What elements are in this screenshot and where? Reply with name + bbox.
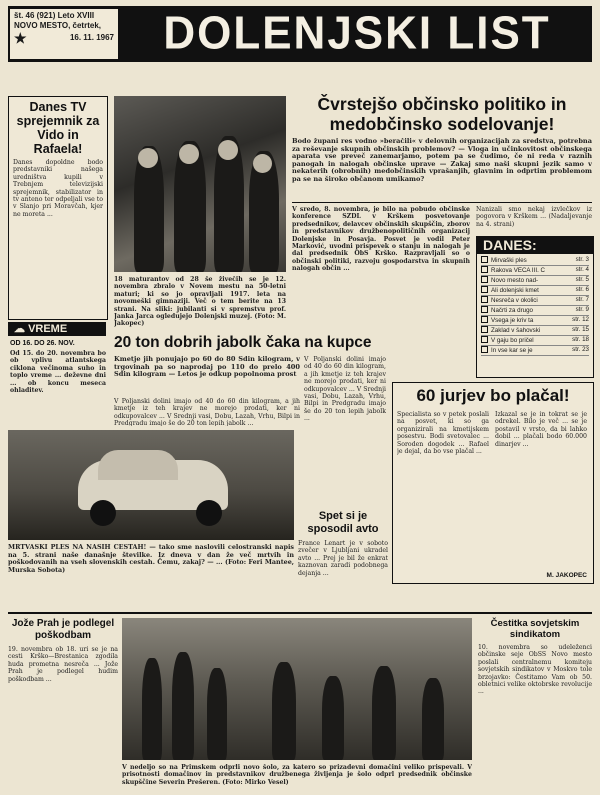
contents-item-page: str. 5 [575,276,589,283]
contents-item-page: str. 12 [572,316,589,323]
rafael-author: M. JAKOPEC [546,572,587,579]
apples-deck: Kmetje jih ponujajo po 60 do 80 Sdin kilogram, v trgovinah pa so naprodaj po 110 do prelo 400 Sdin kilogram — Letos je odkup popolnoma prost [114,356,300,379]
star-icon: ★ [14,30,27,46]
contents-item-page: str. 18 [572,336,589,343]
contents-item-page: str. 15 [572,326,589,333]
contents-list [477,254,593,358]
contents-item [481,266,589,276]
union-body: 10. novembra so udeleženci občinske seje ObSS Novo mesto poslali centralnemu komiteju sovjetskih sindikatov v Moskvo tole brzojavko: Čestitamo Vam ob 50. obletnici velike oktobrske revolucije ... [478,644,592,696]
checkbox-icon [481,336,488,343]
contents-item-text: Vsega je kriv ta [491,317,534,324]
car-theft-headline: Spet si je sposodil avto [307,510,379,535]
weather-body: Od 15. do 20. novembra bo ob vplivu atlantskega ciklona večinoma suho in toplo vreme ... deževne dni ... ob koncu meseca ohladitev. [10,350,106,395]
contents-item-page: str. 6 [575,286,589,293]
lead-headline: Čvrstejšo občinsko politiko in medobčinsko sodelovanje! [317,94,567,134]
contents-item-text: Novo mesto nad- [491,277,539,284]
maturants-caption: 18 maturantov od 28 še živečih se je 12. novembra zbralo v Novem mestu na 50-letni maturi; ki so jo opravljali 1917. leta na novomeški gimnaziji. Več o tem berite na 13 strani. Na sliki: jubilanti si v spremstvu prof. Janka Jarca ogledujejo Dolenjski muzej. (Foto: M. Jakopec) [114,276,286,328]
contents-item-text: Zaklad v šahovski [491,327,541,334]
rafael-col2: Izkazal se je in tokrat se je odrekel. Bilo je več ... se je postavil v vrsto, da bi lahko dobil ... plačali bodo 60.000 dinarjev ... [495,411,587,448]
contents-item [481,326,589,336]
contents-item [481,306,589,316]
lead-body: V sredo, 8. novembra, je bilo na pobudo občinske konference SZDL v Krškem posvetovanje predsednikov, delavcev občinskih skupščin, zborov in predstavnikov družbenopolitičnih organizacij Dolenjske in Posavja. Posvet je vodil Peter Marković, uvodni prispevek o stanju in nalogah je dal predsednik ObS Krško. Razpravljali so o občinski politiki, razvoju gospodarstva in skupnih nalogah občin ... [292,206,470,273]
apples-headline: 20 ton dobrih jabolk čaka na kupce [114,334,372,351]
apples-body-col2: V Poljanski dolini imajo od 40 do 60 din kilogram, a jih kmetje iz teh krajev ne morejo prodati, ker ni odkupovalcev ... V Srednji vasi, Dobu, Lazah, Vrhu, Bilpi in Predgradu imajo še do 20 ton lepih jabolk ... [304,356,386,423]
newspaper-title: DOLENJSKI LIST [163,7,551,60]
contents-item [481,296,589,306]
issue-info-box [10,9,118,59]
cloud-icon: ☁ [14,323,25,335]
contents-item-text: Rakova VECA III. C [491,267,545,274]
contents-box [476,236,594,378]
checkbox-icon [481,306,488,313]
prah-headline: Jože Prah je podlegel poškodbam [11,618,115,641]
union-headline: Čestitka sovjetskim sindikatom [490,618,580,640]
apples-body: V Poljanski dolini imajo od 40 do 60 din kilogram, a jih kmetje iz teh krajev ne morejo prodati, ker ni odkupovalcev ... V Srednji vasi, Dobu, Lazah, Vrhu, Bilpi in Predgradu imajo še do 20 ton lepih jabolk ... [114,398,300,426]
tv-article-box [8,96,108,320]
school-opening-caption: V nedeljo so na Primskem odprli novo šolo, za katero so prizadevni domačini veliko prispevali. V prisotnosti domačinov in predstavnikov družbenega življenja je šolo odprl predsednik občinske skupščine Severin Prešeren. (Foto: Mirko Vesel) [122,764,472,786]
contents-item [481,276,589,286]
lead-sidebar: Nanizali smo nekaj izvlečkov iz pogovora v Krškem ... (Nadaljevanje na 4. strani) [476,206,592,228]
maturants-photo [114,96,286,272]
checkbox-icon [481,316,488,323]
issue-number: št. 46 (921) [14,11,56,20]
weather-range: OD 16. DO 26. NOV. [10,340,75,347]
contents-label: DANES: [477,237,593,254]
contents-item-page: str. 4 [575,266,589,273]
rafael-headline: 60 jurjev bo plačal! [416,386,570,405]
contents-item-text: V gaju bo pričel [491,337,534,344]
checkbox-icon [481,346,488,353]
car-theft-body: France Lenart je v soboto zvečer v Ljubljani ukradel avto ... Prej je bil že enkrat kaznovan zaradi podobnega dejanja ... [298,540,388,577]
rafael-col1: Specialista so v petek poslali na posvet, ki so ga organizirali na kmetijskem posestvu. Bodi svetovalec ... Soroden dogodek ... Rafael je dejal, da bo vse plačal ... [397,411,489,456]
contents-item-page: str. 9 [575,306,589,313]
contents-item-page: str. 23 [572,346,589,353]
issue-date: 16. 11. 1967 [69,33,114,42]
rafael-box [392,382,594,584]
checkbox-icon [481,286,488,293]
prah-body: 19. novembra ob 18. uri se je na cesti Krško—Brestanica zgodila huda prometna nesreča ... Jože Prah je podlegel hudim poškodbam ... [8,646,118,683]
checkbox-icon [481,326,488,333]
issue-year: Leto XVIII [57,11,95,20]
contents-item-text: In vse kar se je [491,347,533,354]
checkbox-icon [481,296,488,303]
weather-header [8,322,106,336]
contents-item [481,346,589,356]
contents-item [481,316,589,326]
lead-deck: Bodo župani res vodno »beračili« v delovnih organizacijah za sredstva, potrebna za reševanje skupnih občinskih problemov? — Vloga in učinkovitost občinskega aparata vse preveč zanemarjamo, potem pa se čudimo, če ni reda v raznih panogah in nalogah občinske uprave — Zakaj smo naši skupni jezik samo v nekaterih (obrobnih) medobčinskih vprašanjih, glavnim in odprtim problemom pa se na široko občanom umikamo? [292,138,592,183]
checkbox-icon [481,266,488,273]
checkbox-icon [481,276,488,283]
accident-photo [8,430,294,540]
contents-item-text: Mirvaški ples [491,257,527,264]
contents-item-text: Nesreča v okolici [491,297,538,304]
contents-item-page: str. 7 [575,296,589,303]
checkbox-icon [481,256,488,263]
contents-item-text: Ali dolenjski kmet [491,287,539,294]
contents-item-text: Načrti za drugo [491,307,533,314]
contents-item [481,286,589,296]
issue-city: NOVO MESTO, četrtek, [14,21,101,30]
tv-headline: Danes TV sprejemnik za Vido in Rafaela! [16,100,100,156]
contents-item [481,256,589,266]
school-opening-photo [122,618,472,760]
accident-caption: MRTVAŠKI PLES NA NAŠIH CESTAH! — tako sme naslovili celostranski napis na 5. strani naše današnje številke. Iz dneva v dan že več mrtvih in poškodovanih na vseh slovenskih cestah. Čemu, zakaj? — ... (Foto: Feri Mantee, Murska Sobota) [8,544,294,574]
tv-body: Danes dopoldne bodo predstavniki našega uredništva kupili v Trebnjem televizijski sprejemnik, stabilizator in tv anteno ter odpeljali vse to v Slanjo pri Moravčah, kjer ne moreta ... [13,159,103,218]
weather-label: VREME [28,323,68,335]
contents-item-page: str. 3 [575,256,589,263]
contents-item [481,336,589,346]
